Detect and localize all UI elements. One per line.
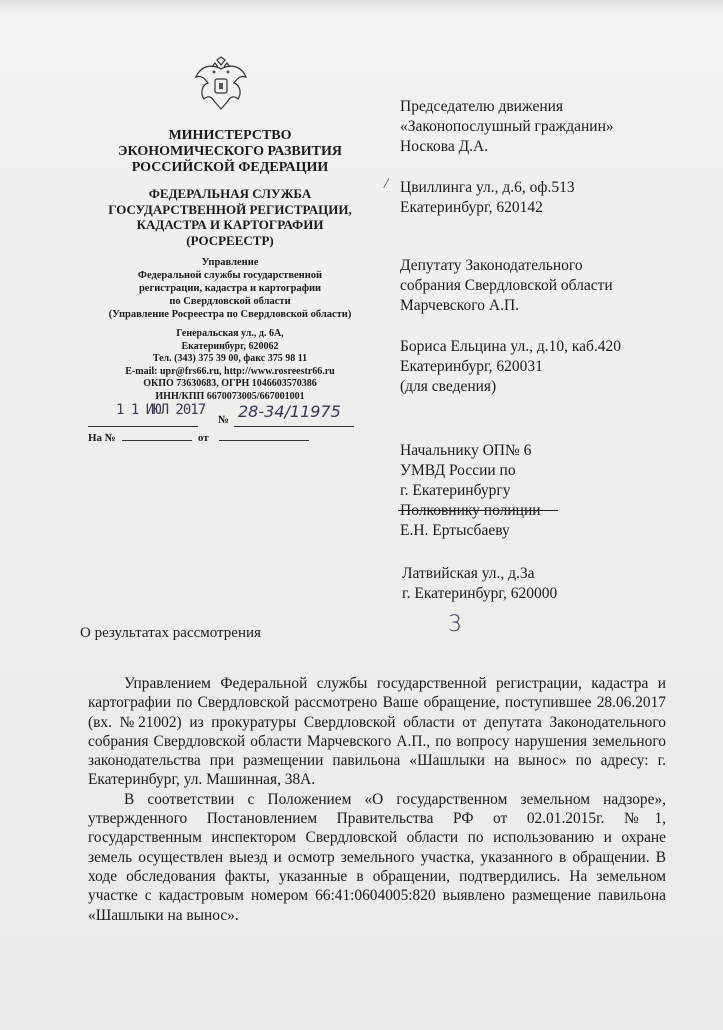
from-label: от	[197, 432, 209, 444]
number-label: №	[218, 414, 230, 426]
request-label: На №	[88, 432, 116, 444]
registration-line	[88, 402, 368, 432]
date-stamp: 1 1 ИЮЛ 2017	[116, 402, 206, 418]
administration-name: Управление Федеральной службы государственной регистрации, кадастра и картографии по Свердловской области (Управление Росреестра по Свердловской области)	[108, 257, 352, 320]
from-blank	[219, 440, 309, 441]
recipient-police: Начальнику ОП№ 6 УМВД России по г. Екатеринбургу Полковнику полиции Е.Н. Ертысбаеву	[400, 442, 541, 539]
number-underline	[234, 426, 354, 427]
strikethrough-line	[398, 510, 558, 511]
recipient-chairman-address: Цвиллинга ул., д.6, оф.513 Екатеринбург, 620142	[400, 179, 575, 216]
recipient-chairman: Председателю движения «Законопослушный гражданин» Носкова Д.А.	[400, 98, 614, 155]
subject-line: О результатах рассмотрения	[80, 625, 261, 641]
reference-line	[88, 432, 368, 444]
date-underline	[88, 426, 198, 427]
letter-body	[88, 674, 666, 925]
page-shadow	[0, 0, 723, 14]
service-name: ФЕДЕРАЛЬНАЯ СЛУЖБА ГОСУДАРСТВЕННОЙ РЕГИСТРАЦИИ, КАДАСТРА И КАРТОГРАФИИ (РОСРЕЕСТР)	[108, 186, 352, 248]
recipient-deputy: Депутату Законодательного собрания Свердловской области Марчевского А.П.	[400, 257, 613, 314]
registration-number: 28-34/11975	[238, 402, 341, 421]
handwritten-number: 3	[448, 612, 462, 637]
sender-contacts: Генеральская ул., д. 6А, Екатеринбург, 620062 Тел. (343) 375 39 00, факс 375 98 11 E-mail: upr@frs66.ru, http://www.rosreestr66.ru ОКПО 73630683, ОГРН 1046603570386 ИНН/КПП 6670073005/667001001	[125, 328, 335, 402]
recipient-deputy-address: Бориса Ельцина ул., д.10, каб.420 Екатеринбург, 620031 (для сведения)	[400, 338, 622, 395]
body-paragraph: Управлением Федеральной службы государственной регистрации, кадастра и картографии по Свердловской рассмотрено Ваше обращение, поступившее 28.06.2017 (вх. №21002) из прокуратуры Свердловской области от депутата Законодательного собрания Свердловской области Марчевского А.П., по вопросу нарушения земельного законодательства при размещении павильона «Шашлыки на вынос» по адресу: г. Екатеринбург, ул. Машинная, 38А.	[88, 675, 666, 789]
request-blank	[122, 440, 192, 441]
recipient-police-address: Латвийская ул., д.3а г. Екатеринбург, 620000	[402, 565, 558, 602]
coat-of-arms-emblem	[190, 55, 252, 117]
body-paragraph: В соответствии с Положением «О государственном земельном надзоре», утвержденного Постановлением Правительства РФ от 02.01.2015г. №1, государственным инспектором Свердловской области по использованию и охране земель осуществлен выезд и осмотр земельного участка, указанного в обращении. В ходе обследования факты, указанные в обращении, подтвердились. На земельном участке с кадастровым номером 66:41:0604005:820 выявлено размещение павильона «Шашлыки на вынос».	[88, 790, 666, 924]
ministry-name: МИНИСТЕРСТВО ЭКОНОМИЧЕСКОГО РАЗВИТИЯ РОССИЙСКОЙ ФЕДЕРАЦИИ	[118, 128, 342, 175]
handwritten-tick: /	[382, 175, 390, 193]
